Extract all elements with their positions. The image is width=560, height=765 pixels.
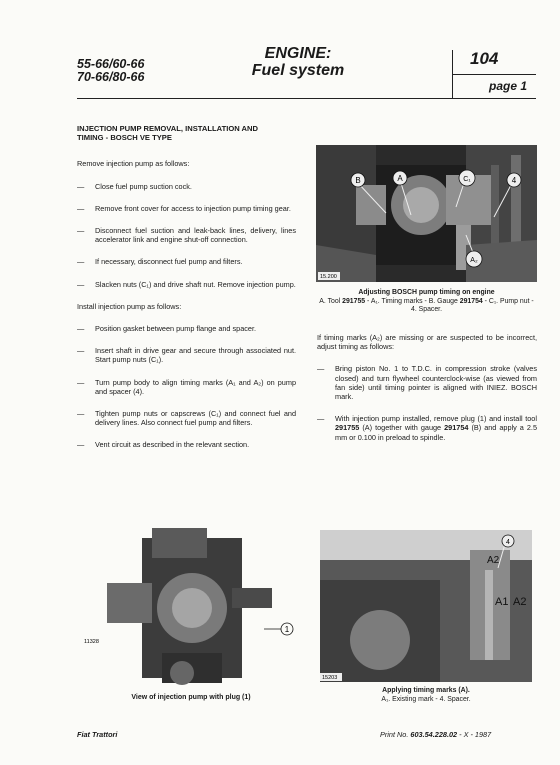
left-column [77, 124, 296, 463]
model-line-2: 70-66/80-66 [77, 70, 145, 84]
model-line-1: 55-66/60-66 [77, 57, 145, 71]
list-item: — Position gasket between pump flange and spacer. [77, 324, 257, 334]
section-title [238, 45, 358, 79]
list-item: — Vent circuit as described in the relevant section. [77, 440, 250, 450]
list-item: — Bring piston No. 1 to T.D.C. in compression stroke (valves closed) and turn flywheel counterclock-wise (as viewed from fan side) until timing pointer is aligned with INIEZ. BOSCH mark. [317, 364, 537, 402]
engine-timing-photo [316, 145, 537, 282]
list-item: — Disconnect fuel suction and leak-back lines, delivery, lines accelerator link and engine shut-off connection. [77, 226, 296, 245]
photo-label-4: 4 [506, 539, 510, 546]
list-item: — With injection pump installed, remove plug (1) and install tool 291755 (A) together with gauge 291754 (B) and apply a 2.5 mm or 0.100 in preload to spindle. [317, 414, 537, 442]
page-label: page 1 [489, 79, 528, 93]
list-item: — Slacken nuts (C₁) and drive shaft nut. Remove injection pump. [77, 279, 296, 289]
title-line-2: Fuel system [251, 62, 345, 79]
title-line-1: ENGINE: [264, 45, 332, 62]
header-divider-long [77, 98, 536, 99]
photo-label-4: 4 [511, 176, 517, 185]
photo-label-a: A [397, 174, 403, 183]
plug-label-1: 1 [284, 625, 290, 634]
figure1-caption-title: Adjusting BOSCH pump timing on engine [358, 289, 495, 296]
photo-label-a2: A2 [513, 596, 527, 608]
removal-intro: Remove injection pump as follows: [77, 159, 190, 169]
section-number: 104 [470, 49, 499, 68]
engine-photo-illustration [316, 145, 537, 282]
photo-label-a1: A1 [495, 596, 509, 608]
timing-intro: If timing marks (A₂) are missing or are suspected to be incorrect, adjust timing as follows: [317, 333, 537, 352]
list-item: — Remove front cover for access to injection pump timing gear. [77, 203, 291, 213]
list-item: — Insert shaft in drive gear and secure through associated nut. Start pump nuts (C₁). [77, 346, 296, 365]
figure1-caption-body: A. Tool 291755 - A₁. Timing marks - B. Gauge 291754 - C₁. Pump nut - 4. Spacer. [319, 297, 534, 314]
list-item: — Close fuel pump suction cock. [77, 181, 192, 191]
photo-number: 15.200 [320, 274, 337, 280]
print-number: Print No. 603.54.228.02 - X - 1987 [380, 730, 492, 739]
heading-line-2: TIMING - BOSCH VE TYPE [77, 133, 172, 143]
list-item: — Turn pump body to align timing marks (A₁ and A₂) on pump and spacer (4). [77, 377, 296, 396]
figure3-caption-title: Applying timing marks (A). [382, 687, 470, 694]
photo-label-a2: A₂ [470, 257, 478, 264]
figure1-caption [316, 289, 537, 315]
brand-name: Fiat Trattori [77, 730, 118, 739]
timing-marks-photo [320, 530, 532, 682]
photo-number: 15203 [322, 675, 338, 681]
timing-marks-illustration [320, 530, 532, 682]
header-divider-short [452, 74, 536, 75]
photo-label-a2-top: A2 [487, 555, 500, 566]
list-item: — If necessary, disconnect fuel pump and filters. [77, 257, 243, 267]
injection-pump-photo [82, 528, 300, 688]
photo-label-b: B [355, 176, 361, 185]
install-intro: Install injection pump as follows: [77, 301, 182, 311]
model-list [77, 58, 144, 84]
pump-illustration [82, 528, 300, 688]
figure3-caption [320, 687, 532, 704]
figure2-caption: View of injection pump with plug (1) [131, 694, 251, 701]
figure3-caption-sub: A₁. Existing mark - 4. Spacer. [381, 695, 471, 703]
photo-number: 11328 [84, 639, 99, 645]
list-item: — Tighten pump nuts or capscrews (C₁) and connect fuel and delivery lines. Also connect fuel pump and filters. [77, 409, 296, 428]
heading-line-1: INJECTION PUMP REMOVAL, INSTALLATION AND [77, 124, 258, 133]
right-column [317, 333, 537, 455]
photo-label-c1: C₁ [463, 176, 471, 183]
procedure-heading [77, 124, 296, 142]
